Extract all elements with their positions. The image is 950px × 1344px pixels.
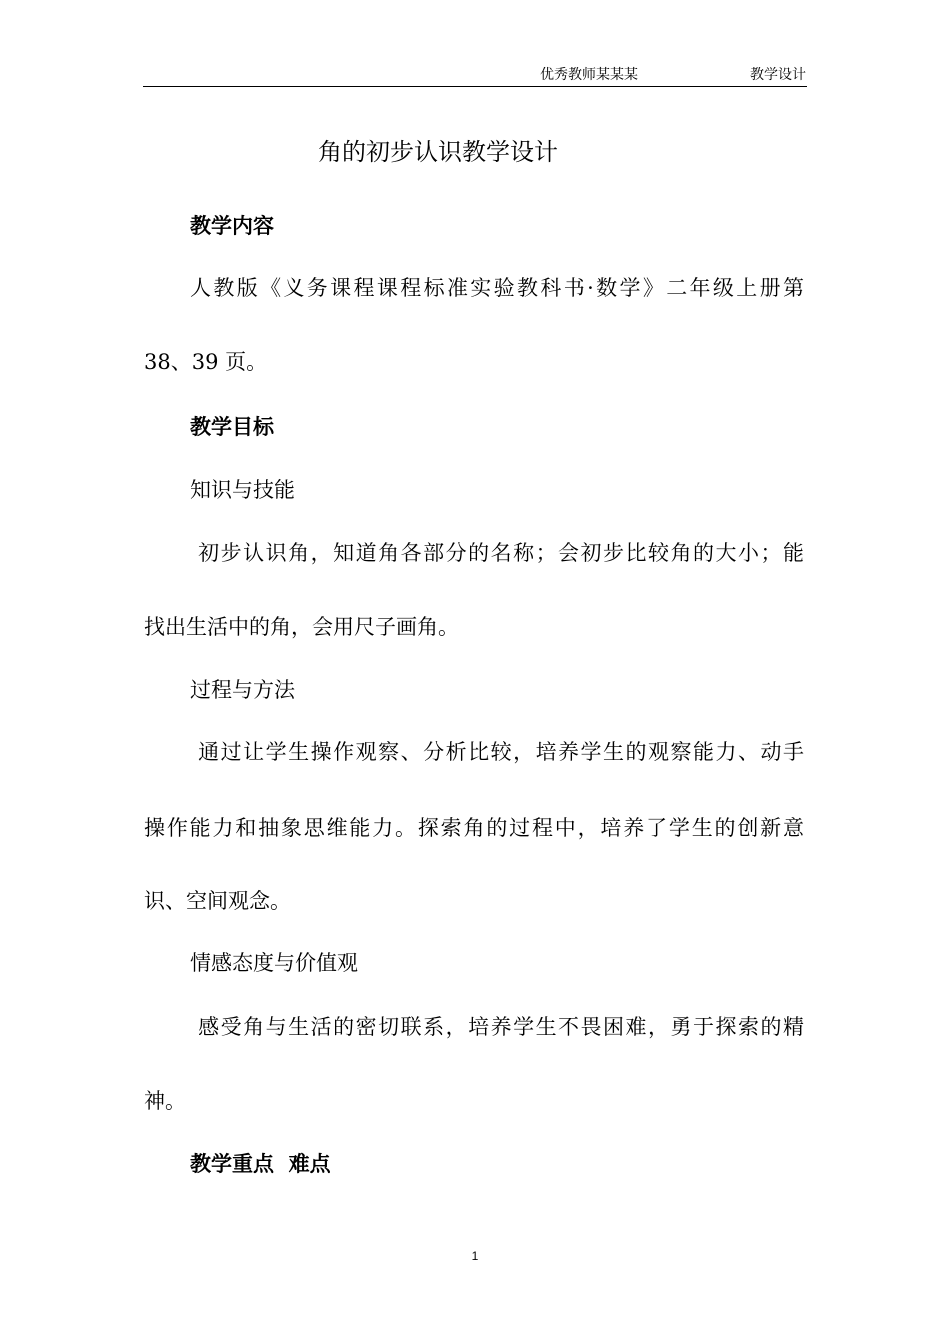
header-author: 优秀教师某某某: [540, 67, 638, 83]
page-number: 1: [471, 1249, 479, 1263]
section-heading-content: 教学内容: [190, 214, 274, 238]
knowledge-paragraph-line-1: 初步认识角，知道角各部分的名称；会初步比较角的大小；能: [190, 541, 804, 565]
section-heading-goals: 教学目标: [190, 415, 274, 439]
emotion-paragraph-line-2: 神。: [144, 1089, 186, 1113]
header-divider: [143, 86, 807, 87]
document-title: 角的初步认识教学设计: [318, 138, 558, 166]
emotion-paragraph-line-1: 感受角与生活的密切联系，培养学生不畏困难，勇于探索的精: [190, 1015, 804, 1039]
process-paragraph-line-2: 操作能力和抽象思维能力。探索角的过程中，培养了学生的创新意: [144, 816, 804, 840]
knowledge-paragraph-line-2: 找出生活中的角，会用尺子画角。: [144, 615, 459, 639]
section-heading-key-points: 教学重点 难点: [190, 1152, 331, 1176]
content-paragraph-line-1: 人教版《义务课程课程标准实验教科书·数学》二年级上册第: [190, 276, 804, 300]
subheading-emotion: 情感态度与价值观: [190, 951, 358, 975]
content-paragraph-line-2: 38、39 页。: [144, 350, 268, 374]
process-paragraph-line-1: 通过让学生操作观察、分析比较，培养学生的观察能力、动手: [190, 740, 804, 764]
subheading-knowledge: 知识与技能: [190, 478, 295, 502]
header-doc-type: 教学设计: [750, 67, 806, 83]
subheading-process: 过程与方法: [190, 678, 295, 702]
process-paragraph-line-3: 识、空间观念。: [144, 889, 291, 913]
